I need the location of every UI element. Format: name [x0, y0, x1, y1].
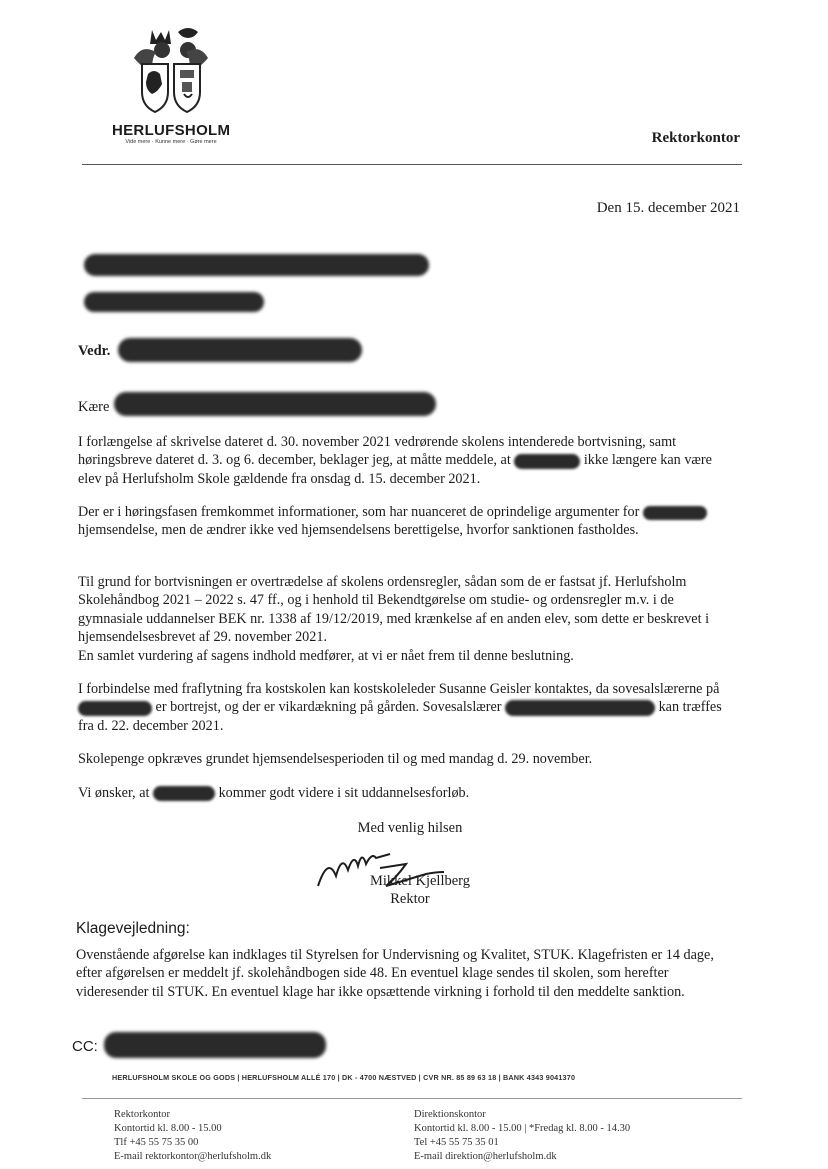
signatory-name: Mikkel Kjellberg	[369, 873, 470, 889]
salutation-label: Kære	[78, 399, 110, 415]
subject-label: Vedr.	[78, 343, 111, 359]
footer-rektor-contact: Rektorkontor Kontortid kl. 8.00 - 15.00 Tlf +45 55 75 35 00 E-mail rektorkontor@herlufsholm.dk	[114, 1109, 272, 1162]
redacted-student-name	[514, 454, 580, 469]
redacted-recipient-name	[84, 254, 429, 276]
closing-greeting: Med venlig hilsen	[357, 820, 463, 836]
paragraph-3: Til grund for bortvisningen er overtrædelse af skolens ordensregler, sådan som de er fastsat jf. Herlufsholm Skolehåndbog 2021 – 2022 s. 47 ff., og i henhold til Bekendtgørelse om studie- og ordensregler m.v. i de gymnasiale uddannelser BEK nr. 1338 af 19/12/2019, med krænkelse af en anden elev, som dette er beskrevet i hjemsendelsesbrevet af 29. november 2021. En samlet vurdering af sagens indhold medfører, at vi er nået frem til denne beslutning.	[78, 574, 710, 664]
appeal-text: Ovenstående afgørelse kan indklages til Styrelsen for Undervisning og Kvalitet, STUK. Klagefristen er 14 dage, efter afgørelsen er meddelt jf. skolehåndbogen side 48. En eventuel klage sendes til skolen, som herefter videresender til STUK. En eventuel klage har ikke opsættende virkning i forhold til den meddelte sanktion.	[76, 947, 714, 1000]
paragraph-5: Skolepenge opkræves grundet hjemsendelsesperioden til og med mandag d. 29. november.	[78, 751, 593, 767]
redacted-salutation-name	[114, 392, 436, 416]
redacted-cc-recipients	[104, 1032, 326, 1058]
office-label: Rektorkontor	[651, 130, 740, 146]
redacted-student-name	[153, 786, 215, 801]
redacted-teacher-name	[505, 700, 655, 716]
signatory-title: Rektor	[390, 891, 430, 907]
footer-direktion-contact: Direktionskontor Kontortid kl. 8.00 - 15.00 | *Fredag kl. 8.00 - 14.30 Tel +45 55 75 35 01 E-mail direktion@herlufsholm.dk	[414, 1109, 631, 1162]
rektor-email-link[interactable]: E-mail rektorkontor@herlufsholm.dk	[114, 1151, 272, 1162]
brand-tagline: Vide mere · Kunne mere · Gøre mere	[125, 139, 217, 145]
cc-label: CC:	[72, 1038, 98, 1055]
company-info-line: HERLUFSHOLM SKOLE OG GODS | HERLUFSHOLM ALLÉ 170 | DK - 4700 NÆSTVED | CVR NR. 85 89 63 18 | BANK 4343 9041370	[112, 1073, 576, 1082]
redacted-student-name	[643, 506, 707, 520]
brand-name: HERLUFSHOLM	[112, 122, 231, 139]
redacted-dorm-name	[78, 701, 152, 716]
paragraph-2: Der er i høringsfasen fremkommet informationer, som har nuanceret de oprindelige argumenter for hjemsendelse, men de ændrer ikke ved hjemsendelsens berettigelse, hvorfor sanktionen fastholdes.	[78, 503, 738, 540]
footer-divider	[82, 1098, 742, 1099]
coat-of-arms-icon	[112, 24, 230, 124]
paragraph-6: Vi ønsker, at kommer godt videre i sit uddannelsesforløb.	[78, 785, 470, 801]
paragraph-1: I forlængelse af skrivelse dateret d. 30. november 2021 vedrørende skolens intenderede bortvisning, samt høringsbreve dateret d. 3. og 6. december, beklager jeg, at måtte meddele, at ikke længere kan være elev på Herlufsholm Skole gældende fra onsdag d. 15. december 2021.	[78, 434, 712, 487]
direktion-email-link[interactable]: E-mail direktion@herlufsholm.dk	[414, 1151, 557, 1162]
paragraph-4: I forbindelse med fraflytning fra kostskolen kan kostskoleleder Susanne Geisler kontaktes, da sovesalslærerne på er bortrejst, og der er vikardækning på gården. Sovesalslærer kan træffes fra d. 22. december 2021.	[78, 681, 722, 734]
redacted-recipient-address	[84, 292, 264, 312]
appeal-heading: Klagevejledning:	[76, 920, 190, 937]
redacted-subject	[118, 338, 362, 362]
school-logo	[112, 24, 230, 145]
letter-date: Den 15. december 2021	[596, 200, 740, 216]
header-divider	[82, 164, 742, 165]
